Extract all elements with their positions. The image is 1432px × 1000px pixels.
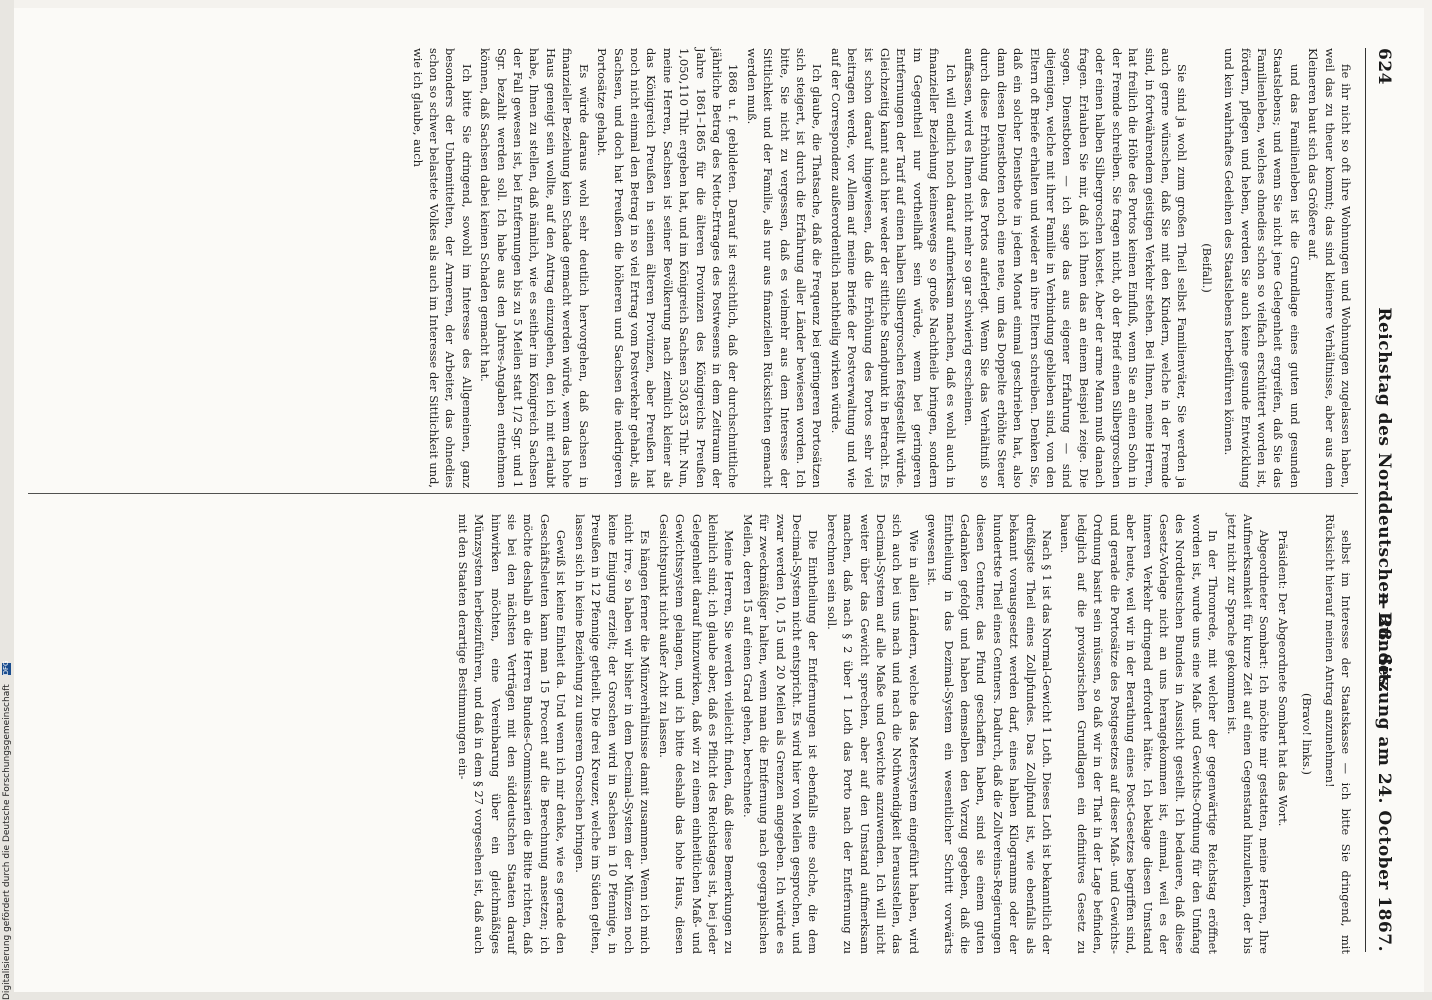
paragraph: und das Familienleben ist die Grundlage eines guten und gesunden Staatslebens; und wenn Sie nicht jene Gelegenheit ergreifen, daß Sie das Familienleben, welches ohnedies schon so vielfach erschüttert worden ist, fördern, pflegen und heben, werden Sie auch keine gesunde Entwicklung und kein wahrhaftes Gedeihen des Staatslebens herbeiführen können. bbox=[1222, 48, 1302, 488]
paragraph: Es würde daraus wohl sehr deutlich hervorgehen, daß Sachsen in finanzieller Beziehung kein Schade gemacht werden würde, wenn das hohe Haus geneigt sein wollte, auf den Antrag einzugehen, den ich mit erlaubt habe, Ihnen zu stellen, daß nämlich, wie es seither im Königreich Sachsen der Fall gewesen ist, bei Entfernungen bis zu 5 Meilen statt 1/2 Sgr. und 1 Sgr. bezahlt werden soll. Ich habe aus den Jahres-Angaben entnehmen können, daß Sachsen dabei keinen Schaden gemacht hat. bbox=[478, 48, 591, 488]
paragraph: Ich will endlich noch darauf aufmerksam machen, daß es wohl auch in finanzieller Beziehung keineswegs so große Nachtheile bringen, sondern im Gegentheil nur vortheilhaft sein würde, wenn bei geringeren Entfernungen der Tarif auf einen halben Silbergroschen festgestellt würde. Gleichzeitig kannt auch hier weder der sittliche Standpunkt in Betracht. Es ist schon darauf hingewiesen, daß die Erhöhung des Portos sehr viel beitragen werde, vor Allem auf meine Briefe der Postverwaltung und wie auf der Correspondenz außerordentlich nachtheilig wirken würde. bbox=[828, 48, 958, 488]
paragraph: Nach § 1 ist das Normal-Gewicht 1 Loth. Dieses Loth ist bekanntlich der dreißigste Theil eines Zollpfundes. Das Zollpfund ist, wie ebenfalls als bekannt vorausgesetzt werden darf, eines halben Kilogramms oder der hundertste Theil eines Centners. Dadurch, daß die Zollvereins-Regierungen diesen Centner, das Pfund geschaffen haben, sind sie einem guten Gedanken gefolgt und haben demselben den Vorzug gegeben, daß die Eintheilung in das Dezimal-System ein wesentlicher Schritt vorwärts gewesen ist. bbox=[925, 514, 1055, 954]
document-page bbox=[14, 8, 1424, 992]
paragraph: Sie sind ja wohl zum großen Theil selbst Familienväter, Sie werden ja auch gerne wünschen, daß Sie mit den Kindern, welche in der Fremde sind, in fortwährendem geistigen Verkehr stehen. Bei Ihnen, meine Herren, hat freilich die Höhe des Portos keinen Einfluß, wenn Sie an einen Sohn in der Fremde schreiben. Sie fragen nicht, ob der Brief einen Silbergroschen oder einen halben Silbergroschen kostet. Aber der arme Mann muß danach fragen. Erlauben Sie mir, daß ich Ihnen das an einem Beispiel zeige. Die sogen. Dienstboten — ich sage das aus eigener Erfahrung — sind diejenigen, welche mit ihrer Familie in Verbindung geblieben sind, von den Eltern oft Briefe erhalten und wieder an ihre Eltern schreiben. Denken Sie, daß ein solcher Dienstbote in jedem Monat einmal geschrieben hat, also dann diesen Dienstboten noch eine neue, um das Doppelte erhöhte Steuer durch diese Erhöhung des Portos auferlegt. Wenn Sie das Verhältniß so auffassen, wird es Ihnen nicht mehr so gar schwierig erscheinen. bbox=[962, 48, 1190, 488]
page-number: 624 bbox=[1374, 48, 1394, 85]
paragraph: selbst im Interesse der Staatskasse — ich bitte Sie dringend, mit Rücksicht hierauf meinen Antrag anzunehmen! bbox=[1322, 514, 1353, 954]
paragraph: Die Eintheilung der Entfernungen ist ebenfalls eine solche, die dem Decimal-System nicht entspricht. Es wird hier von Meilen gesprochen, und zwar werden 10, 15 und 20 Meilen als Grenzen angegeben. Ich würde es für zweckmäßiger halten, wenn man die Entfernung nach geographischen Meilen, deren 15 auf einen Grad gehen, berechnete. bbox=[740, 514, 821, 954]
applause-note: (Bravo! links.) bbox=[1300, 693, 1315, 775]
paragraph: In der Thronrede, mit welcher der gegenwärtige Reichstag eröffnet worden ist, wurde uns eine Maß- und Gewichts-Ordnung für den Umfang des Norddeutschen Bundes in Aussicht gestellt. Ich bedauere, daß diese Gesetz-Vorlage nicht an uns herangekommen ist, einmal, weil es der inneren Verkehr dringend erfordert hätte. Ich beklage diesen Umstand aber heute, weil wir in der Berathung eines Post-Gesetzes begriffen sind, und gerade die Portosätze des Postgesetzes auf dieser Maß- und Gewichts-Ordnung basirt sein müssen, so daß wir in der That in der Lage befinden, lediglich auf die provisorischen Grundlagen ein definitives Gesetz zu bauen. bbox=[1058, 514, 1221, 954]
paragraph: Meine Herren, Sie werden vielleicht finden, daß diese Bemerkungen zu kleinlich sind; ich glaube aber, daß es Pflicht des Reichstages ist, bei jeder Gelegenheit darauf hinzuwirken, daß wir zu einem einheitlichen Maß- und Gewichtssystem gelangen, und ich bitte deshalb das hohe Haus, diesen Gesichtspunkt nicht außer Acht zu lassen. bbox=[656, 514, 737, 954]
page-header bbox=[1368, 48, 1398, 952]
digitization-note: Digitalisierung gefördert durch die Deutsche Forschungsgemeinschaft bbox=[2, 684, 12, 1000]
scan-bottom-margin bbox=[0, 992, 1432, 1000]
right-column bbox=[452, 514, 1354, 954]
dfg-logo: DFG bbox=[2, 660, 10, 676]
paragraph: Präsident: Der Abgeordnete Sombart hat das Wort. bbox=[1275, 530, 1290, 827]
paragraph: 1868 u. f. gebildeten. Darauf ist ersichtlich, daß der durchschnittliche jährliche Betrag des Netto-Ertrages des Postwesens in dem Zeitraum der Jahre 1861–1865 für die älteren Provinzen des Königreichs Preußen 1,050,110 Thlr. ergeben hat, und im Königreich Sachsen 530,835 Thlr. Nun, meine Herren, Sachsen ist seiner Bevölkerung nach ziemlich kleiner als das Königreich Preußen in seinen älteren Provinzen, aber Preußen hat noch nicht einmal den Betrag in so viel Ertrag vom Postverkehr gehabt, als Sachsen, und doch hat Preußen die höheren und Sachsen die niedrigeren Portosätze gehabt. bbox=[595, 48, 741, 488]
applause-note: (Beifall.) bbox=[1199, 243, 1214, 293]
left-column bbox=[407, 48, 1354, 488]
paragraph: Abgeordneter Sombart: Ich möchte mir gestatten, meine Herren, Ihre Aufmerksamkeit für kurze Zeit auf einen Gegenstand hinzulenken, der bis jetzt nicht zur Sprache gekommen ist. bbox=[1224, 514, 1272, 954]
header-rule bbox=[1365, 48, 1366, 952]
rotated-page-content bbox=[14, 8, 1424, 992]
digitization-footer bbox=[2, 0, 14, 1000]
session-date: — 28. Sitzung am 24. October 1867. bbox=[1374, 592, 1394, 952]
paragraph: Wie in allen Ländern, welche das Metersystem eingeführt haben, wird sich auch bei uns nach und nach die Nothwendigkeit herausstellen, das Decimal-System auf alle Maße und Gewichte anzuwenden. Ich will nicht weiter über das Gewicht sprechen, aber auf den Umstand aufmerksam machen, daß nach § 2 über 1 Loth das Porto nach der Entfernung zu berechnen sein soll. bbox=[824, 514, 921, 954]
column-divider bbox=[28, 493, 1358, 494]
paragraph: fie ihr nicht so oft ihre Wohnungen und Wohnungen zugelassen haben, weil das zu theuer kommt; das sind kleinere Verhältnisse, aber aus dem Kleineren baut sich das Größere auf. bbox=[1306, 48, 1353, 488]
paragraph: Es hängen ferner die Münzverhältnisse damit zusammen. Wenn ich mich nicht irre, so haben wir bisher in dem Decimal-System der Münzen noch keine Einigung erzielt; der Groschen wird in Sachsen in 10 Pfennige, in Preußen in 12 Pfennige getheilt. Die drei Kreuzer, welche im Süden gelten, lassen sich in keine Beziehung zu unserem Groschen bringen. bbox=[572, 514, 653, 954]
paragraph: Gewiß ist keine Einheit da. Und wenn ich mir denke, wie es gerade den Geschäftsleuten kann man 15 Procent auf die Berechnung ansetzen; ich möchte deshalb an die Herren Bundes-Commissarien die Bitte richten, daß sie bei den nächsten Verträgen mit den süddeutschen Staaten darauf hinwirken möchten, eine Vereinbarung über ein gleichmäßiges Münzsystem herbeizuführen, und daß in dem § 27 vorgesehen ist, daß auch mit den Staaten derartige Bestimmungen ein- bbox=[455, 514, 569, 954]
paragraph: Ich bitte Sie dringend, sowohl im Interesse des Allgemeinen, ganz besonders der Unbemittelten, der Armeren, der Arbeiter, das ohnedies schon so schwer belastete Volkes als auch im Interesse der Sittlichkeit und, wie ich glaube, auch bbox=[410, 48, 474, 488]
page-title: Reichstag des Norddeutschen Bundes. bbox=[1374, 307, 1394, 693]
paragraph: Ich glaube, die Thatsache, daß die Frequenz bei geringeren Portosätzen sich steigert, ist durch die Erfahrung aller Länder bewiesen worden. Ich bitte, Sie nicht zu vergessen, daß es vielmehr aus dem Interesse der Sittlichkeit und der Familie, als nur aus finanziellen Rücksichten gemacht werden muß. bbox=[744, 48, 825, 488]
